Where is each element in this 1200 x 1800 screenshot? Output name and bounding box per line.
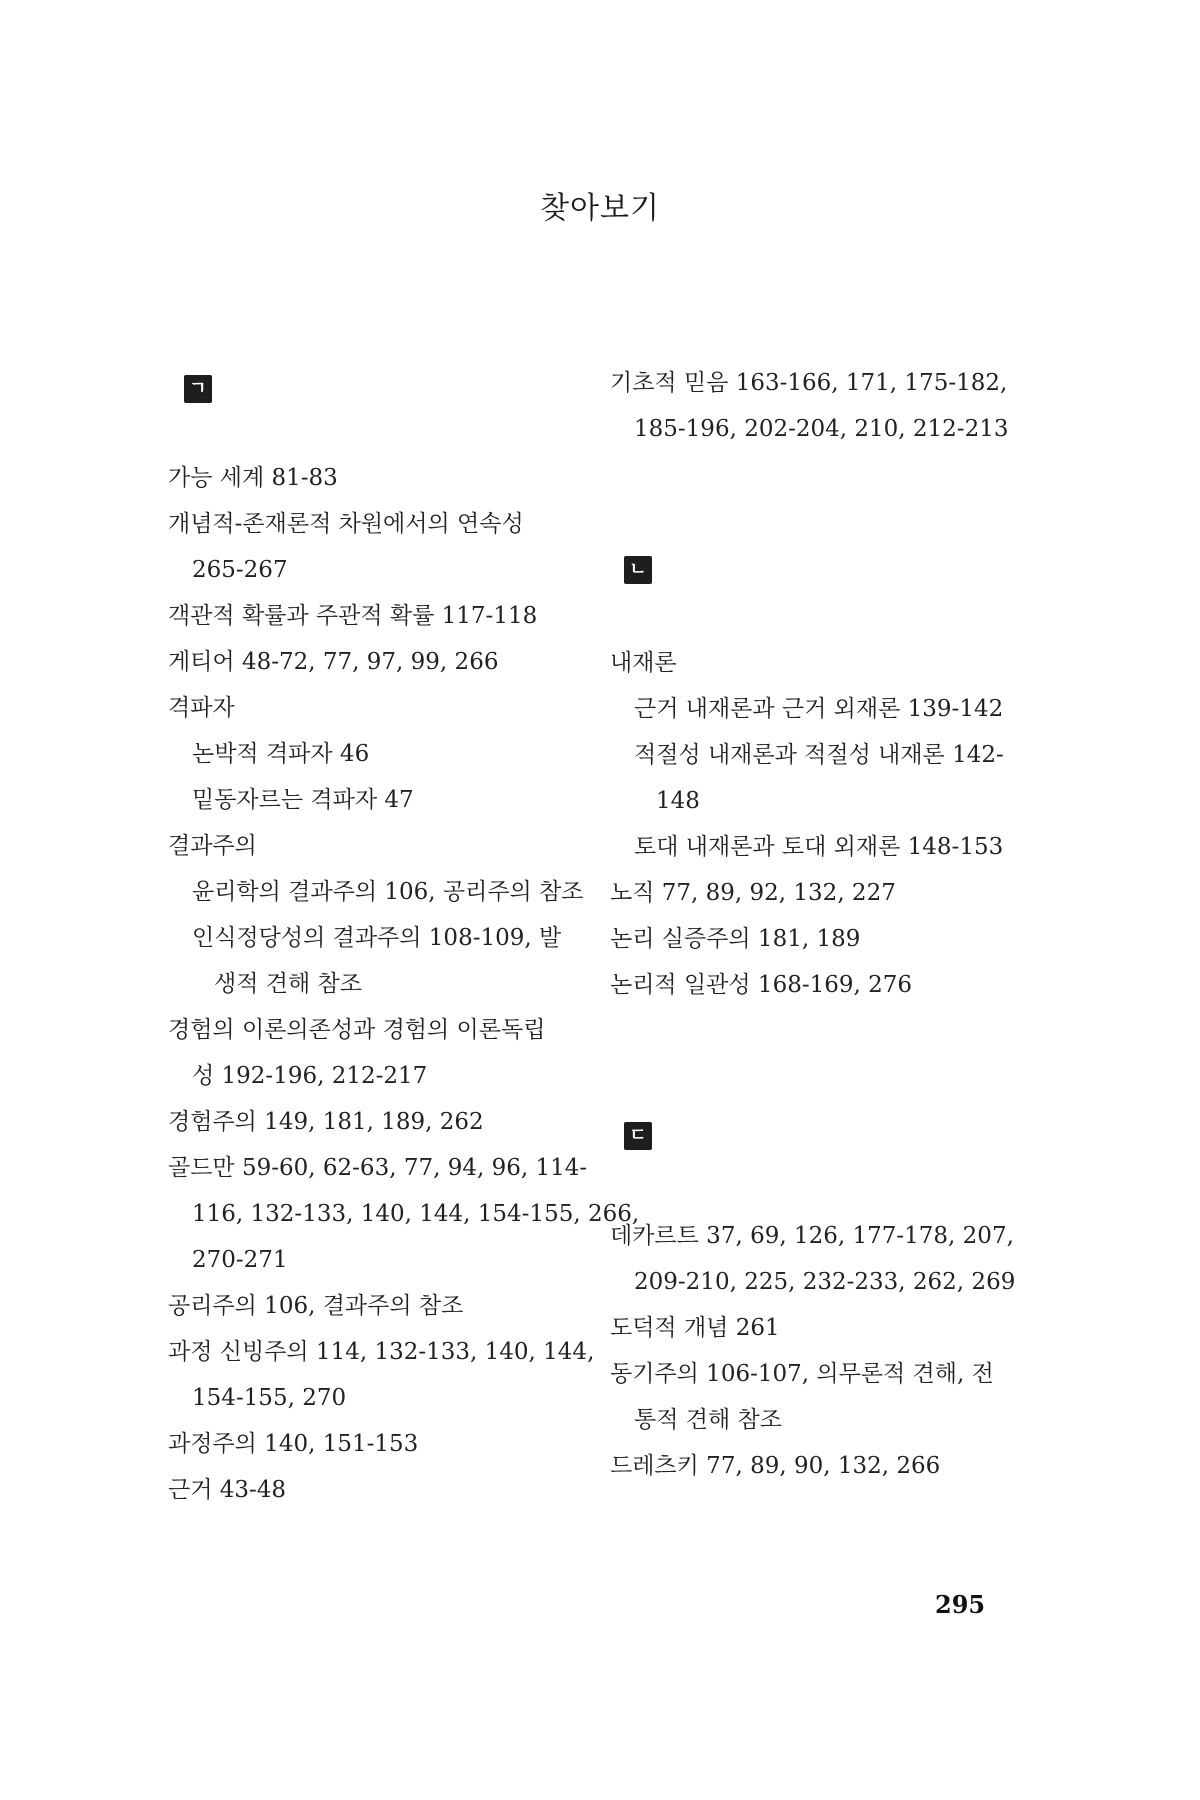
index-entry-continuation: 270-271 [192, 1247, 288, 1273]
index-entry: 근거 43-48 [168, 1477, 287, 1503]
index-subentry: 적절성 내재론과 적절성 내재론 142- [634, 742, 1004, 768]
page-number: 295 [935, 1590, 986, 1619]
index-entry: 개념적-존재론적 차원에서의 연속성 [168, 511, 524, 537]
index-entry-continuation: 성 192-196, 212-217 [192, 1063, 428, 1089]
index-entry: 데카르트 37, 69, 126, 177-178, 207, [610, 1223, 1014, 1249]
index-entry-continuation: 185-196, 202-204, 210, 212-213 [634, 416, 1009, 442]
index-entry: 가능 세계 81-83 [168, 465, 338, 491]
index-subentry-continuation: 생적 견해 참조 [214, 971, 362, 997]
index-entry-continuation: 통적 견해 참조 [634, 1407, 782, 1433]
index-entry: 기초적 믿음 163-166, 171, 175-182, [610, 370, 1008, 396]
index-entry: 결과주의 [168, 833, 257, 859]
index-entry: 골드만 59-60, 62-63, 77, 94, 96, 114- [168, 1155, 588, 1181]
index-entry: 경험주의 149, 181, 189, 262 [168, 1109, 484, 1135]
index-entry: 격파자 [168, 695, 235, 721]
index-entry: 공리주의 106, 결과주의 참조 [168, 1293, 464, 1319]
index-entry: 노직 77, 89, 92, 132, 227 [610, 880, 896, 906]
index-entry: 내재론 [610, 650, 677, 676]
index-subentry-continuation: 148 [656, 788, 700, 814]
index-subentry: 토대 내재론과 토대 외재론 148-153 [634, 834, 1004, 860]
index-entry-continuation: 154-155, 270 [192, 1385, 347, 1411]
section-marker-nieun: ㄴ [624, 556, 652, 584]
index-entry: 동기주의 106-107, 의무론적 견해, 전 [610, 1361, 994, 1387]
index-entry: 논리 실증주의 181, 189 [610, 926, 861, 952]
index-entry: 드레츠키 77, 89, 90, 132, 266 [610, 1453, 941, 1479]
index-subentry: 인식정당성의 결과주의 108-109, 발 [192, 925, 562, 951]
index-subentry: 밑동자르는 격파자 47 [192, 787, 414, 813]
section-marker-giyeok: ㄱ [184, 375, 212, 403]
index-entry: 게티어 48-72, 77, 97, 99, 266 [168, 649, 499, 675]
index-entry-continuation: 209-210, 225, 232-233, 262, 269 [634, 1269, 1016, 1295]
index-entry-continuation: 116, 132-133, 140, 144, 154-155, 266, [192, 1201, 640, 1227]
index-entry: 과정주의 140, 151-153 [168, 1431, 419, 1457]
index-subentry: 근거 내재론과 근거 외재론 139-142 [634, 696, 1004, 722]
index-subentry: 논박적 격파자 46 [192, 741, 370, 767]
index-entry: 과정 신빙주의 114, 132-133, 140, 144, [168, 1339, 595, 1365]
index-entry-continuation: 265-267 [192, 557, 288, 583]
section-marker-digeut: ㄷ [624, 1122, 652, 1150]
index-entry: 객관적 확률과 주관적 확률 117-118 [168, 603, 538, 629]
page-title: 찾아보기 [540, 191, 660, 226]
index-entry: 경험의 이론의존성과 경험의 이론독립 [168, 1017, 546, 1043]
index-subentry: 윤리학의 결과주의 106, 공리주의 참조 [192, 879, 584, 905]
index-entry: 논리적 일관성 168-169, 276 [610, 972, 913, 998]
index-entry: 도덕적 개념 261 [610, 1315, 780, 1341]
